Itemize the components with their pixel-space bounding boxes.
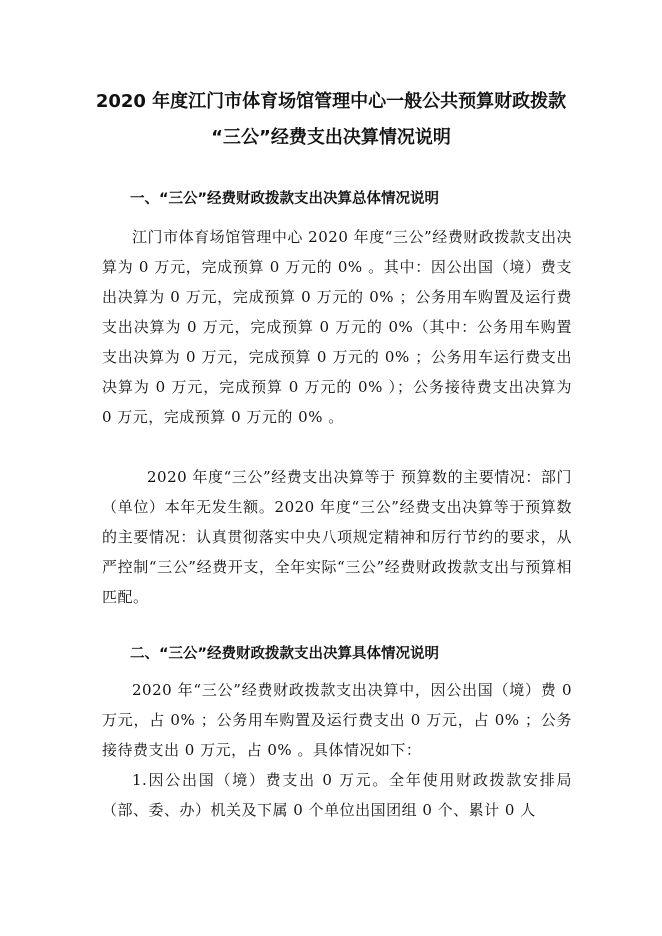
section-2-paragraph-1: 2020 年“三公”经费财政拨款支出决算中，因公出国（境）费 0 万元，占 0% ；公务用车购置及运行费支出 0 万元，占 0% ；公务接待费支出 0 万元，占 0% 。具体情况如下：: [102, 681, 572, 759]
section-1-paragraph-1: 江门市体育场馆管理中心 2020 年度“三公”经费财政拨款支出决算为 0 万元，完成预算 0 万元的 0% 。其中：因公出国（境）费支出决算为 0 万元，完成预算 0 万元的 0% ；公务用车购置及运行费支出决算为 0 万元，完成预算 0 万元的 0%（其中：公务用车购置支出决算为 0 万元，完成预算 0 万元的 0% ；公务用车运行费支出决算为 0 万元，完成预算 0 万元的 0% ）；公务接待费支出决算为 0 万元，完成预算 0 万元的 0% 。: [102, 228, 572, 426]
section-1-heading: 一、“三公”经费财政拨款支出决算总体情况说明: [130, 191, 440, 207]
document-title-line-2: “三公”经费支出决算情况说明: [211, 127, 451, 148]
section-2-paragraph-2: 1.因公出国（境）费支出 0 万元。全年使用财政拨款安排局（部、委、办）机关及下属 0 个单位出国团组 0 个、累计 0 人: [102, 771, 572, 819]
section-1-paragraph-2: 2020 年度“三公”经费支出决算等于 预算数的主要情况：部门（单位）本年无发生额。2020 年度“三公”经费支出决算等于预算数的主要情况：认真贯彻落实中央八项规定精神和厉行节约的要求，从严控制“三公”经费开支，全年实际“三公”经费财政拨款支出与预算相匹配。: [102, 468, 572, 606]
section-2-heading: 二、“三公”经费财政拨款支出决算具体情况说明: [130, 646, 440, 662]
document-title-line-1: 2020 年度江门市体育场馆管理中心一般公共预算财政拨款: [95, 91, 567, 112]
